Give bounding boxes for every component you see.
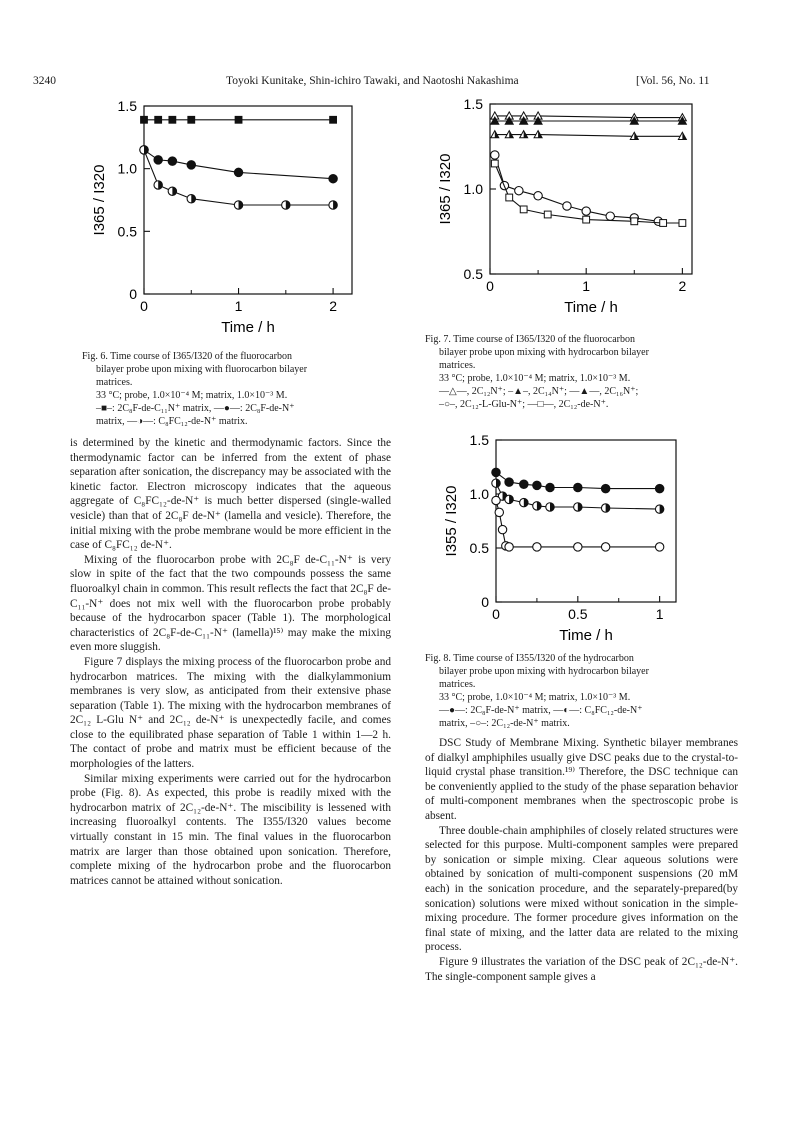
y-tick-label: 0 [481,594,489,610]
data-series [491,112,687,121]
figure-8-svg [440,432,700,650]
right-column-text [425,736,738,984]
data-series [140,146,337,183]
y-axis-label: I365 / I320 [91,164,108,236]
caption-conditions: 33 °C; probe, 1.0×10⁻⁴ M; matrix, 1.0×10⁻³ M. [439,692,631,703]
caption-line: Fig. 6. Time course of I365/I320 of the fluorocarbon [82,351,292,362]
data-point [655,543,663,551]
data-point [574,543,582,551]
y-tick-label: 0.5 [463,266,483,282]
data-point [533,481,541,489]
data-point [329,174,337,182]
paragraph: Similar mixing experiments were carried out for the hydrocarbon probe (Fig. 8). As expected, this probe is readily mixed with the hydrocarbon matrix of 2C₁₂-de-N⁺. The miscibility is lessened with increasing fluoroalkyl contents. The I355/I320 values become virtually constant in 15 min. The final values in the fluorocarbon matrix are larger than those obtained upon sonication. Therefore, complete mixing of the hydrocarbon probe and the fluorocarbon matrices cannot be attained without sonication. [70,772,391,887]
y-axis-label: I365 / I320 [437,153,454,225]
y-tick-label: 0.5 [117,223,137,240]
data-point [492,496,500,504]
caption-conditions: 33 °C; probe, 1.0×10⁻⁴ M; matrix, 1.0×10⁻³ M. [96,390,288,401]
data-point [505,478,513,486]
data-series [492,468,664,493]
y-tick-label: 1.5 [117,98,137,114]
y-tick-label: 1.0 [469,486,489,502]
caption-legend: matrix, –○–: 2C₁₂-de-N⁺ matrix. [439,718,570,729]
figure-7-caption [425,333,730,411]
caption-legend: –■–: 2C₈F-de-C₁₁N⁺ matrix, —●—: 2C₈F-de-N⁺ [96,403,295,414]
y-axis-label: I355 / I320 [443,485,460,557]
x-tick-label: 0 [492,606,500,622]
paragraph: Three double-chain amphiphiles of closely related structures were selected for this purpose. Multi-component samples were prepared by sonication or simple mixing. Clear aqueous solutions were obtained by sonication of multi-component suspensions (20 mM each) in the sonication procedure, and the separately-prepared(by sonication) solutions were mixed without sonication in the simple-mixing procedure. The former procedure gives information on the final state of mixing, and the latter data are related to the mixing process. [425,824,738,954]
data-point [660,220,667,227]
data-point [534,192,542,200]
caption-line: Fig. 8. Time course of I355/I320 of the hydrocarbon [425,653,634,664]
x-tick-label: 0.5 [568,606,588,622]
data-point [533,543,541,551]
caption-line: Fig. 7. Time course of I365/I320 of the fluorocarbon [425,334,635,345]
plot-frame [144,106,352,294]
x-tick-label: 1 [234,298,243,314]
data-point [495,508,503,516]
data-point [141,116,148,123]
data-point [563,202,571,210]
data-point [606,212,614,220]
x-tick-label: 0 [140,298,148,314]
data-point [505,543,513,551]
paragraph: Figure 9 illustrates the variation of the DSC peak of 2C₁₂-de-N⁺. The single-component sample gives a [425,955,738,983]
y-tick-label: 0 [129,286,137,302]
x-tick-label: 1 [655,606,664,622]
caption-line: bilayer probe upon mixing with hydrocarbon bilayer [439,666,649,677]
paragraph: DSC Study of Membrane Mixing. Synthetic bilayer membranes of dialkyl amphiphiles usually give DSC peaks due to the crystal-to-liquid crystal phase transition.¹⁹⁾ Therefore, the DSC technique can be conveniently applied to the study of the phase separation behavior of multi-component membranes when the spectroscopic probe is absent. [425,737,738,822]
data-point [491,160,498,167]
data-point [546,483,554,491]
caption-legend: —△—, 2C₁₂N⁺; –▲–, 2C₁₄N⁺; —▲—, 2C₁₆N⁺; [439,386,639,397]
data-point [492,468,500,476]
caption-line: matrices. [96,377,133,388]
data-point [491,151,499,159]
plot-frame [496,440,676,602]
data-series [491,131,687,140]
data-point [506,194,513,201]
data-point [655,484,663,492]
data-point [583,216,590,223]
x-axis-label: Time / h [564,299,618,316]
data-point [631,218,638,225]
x-axis-label: Time / h [221,319,275,336]
data-point [574,483,582,491]
data-series [141,116,337,123]
data-point [154,156,162,164]
y-tick-label: 1.0 [463,181,483,197]
data-point [188,116,195,123]
figure-7-chart [430,96,720,331]
figure-6-caption [82,350,382,428]
x-tick-label: 1 [582,278,591,294]
data-point [601,543,609,551]
y-tick-label: 1.0 [117,160,137,177]
x-axis-label: Time / h [559,627,613,644]
data-point [168,157,176,165]
data-point [520,206,527,213]
data-point [155,116,162,123]
caption-line: bilayer probe upon mixing with hydrocarbon bilayer [439,347,649,358]
data-series [491,151,663,226]
figure-6-svg [80,98,380,348]
figure-8-chart [440,432,700,650]
data-point [544,211,551,218]
caption-legend: —●—: 2C₈F-de-N⁺ matrix, —◐—: C₈FC₁₂-de-N⁺ [439,705,643,716]
page-number: 3240 [33,75,56,87]
paragraph: Mixing of the fluorocarbon probe with 2C₈F de-C₁₁-N⁺ is very slow in spite of the fact that the two compounds possess the same fluoroalkyl chain in common. This result reflects the fact that 2C₈F de-C₁₁-N⁺ does not mix well with the fluorocarbon probe probably because of the hydrocarbon spacer (Table 1). The morphological characteristics of 2C₈F-de-C₁₁-N⁺ (lamella)¹⁵⁾ may make the mixing even more sluggish. [70,553,391,654]
data-point [235,116,242,123]
caption-legend: matrix, —◑—: C₈FC₁₂-de-N⁺ matrix. [96,416,248,427]
data-point [169,116,176,123]
x-tick-label: 0 [486,278,494,294]
y-tick-label: 0.5 [469,540,489,556]
caption-line: bilayer probe upon mixing with fluorocarbon bilayer [96,364,308,375]
caption-conditions: 33 °C; probe, 1.0×10⁻⁴ M; matrix, 1.0×10⁻³ M. [439,373,631,384]
data-point [330,116,337,123]
caption-line: matrices. [439,360,476,371]
x-tick-label: 2 [329,298,337,314]
caption-legend: –○–, 2C₁₂-L-Glu-N⁺; —□—, 2C₁₂-de-N⁺. [439,399,609,410]
data-point [187,161,195,169]
left-column-text [70,436,391,888]
figure-7-svg [430,96,720,331]
x-tick-label: 2 [678,278,687,294]
data-point [520,480,528,488]
data-point [498,525,506,533]
paragraph: is determined by the kinetic and thermodynamic factors. Since the thermodynamic factor can be inferred from the extent of phase separation after sonication, the discrepancy may be associated with the kinetic factor. Electron microscopy indicates that the aqueous aggregate of C₈FC₁₂-de-N⁺ is much better dispersed (single-walled vesicle) than that of 2C₈F de-N⁺ (lamella and vesicle). Therefore, the initial mixing with the probe membrane would be more efficient in the case of C₈FC₁₂ de-N⁺. [70,437,391,552]
data-point [515,187,523,195]
paragraph: Figure 7 displays the mixing process of the fluorocarbon probe and hydrocarbon matrices. The mixing with the dialkylammonium membranes is very slow, as anticipated from their extensive phase separation (Table 1). The mixing with the hydrocarbon membranes of 2C₁₂ L-Glu N⁺ and 2C₁₂ de-N⁺ is unexpectedly facile, and comes close to the equilibrated phase separation of Table 1 within 1—2 h. The contact of probe and matrix must be efficient because of the morphologies of the latters. [70,655,391,771]
caption-line: matrices. [439,679,476,690]
data-point [582,207,590,215]
journal-volume: [Vol. 56, No. 11 [636,75,710,87]
data-point [679,220,686,227]
y-tick-label: 1.5 [469,432,489,448]
running-authors: Toyoki Kunitake, Shin-ichiro Tawaki, and Naotoshi Nakashima [226,75,519,87]
data-point [601,484,609,492]
data-point [234,168,242,176]
y-tick-label: 1.5 [463,96,483,112]
figure-8-caption [425,652,730,730]
figure-6-chart [80,98,380,348]
